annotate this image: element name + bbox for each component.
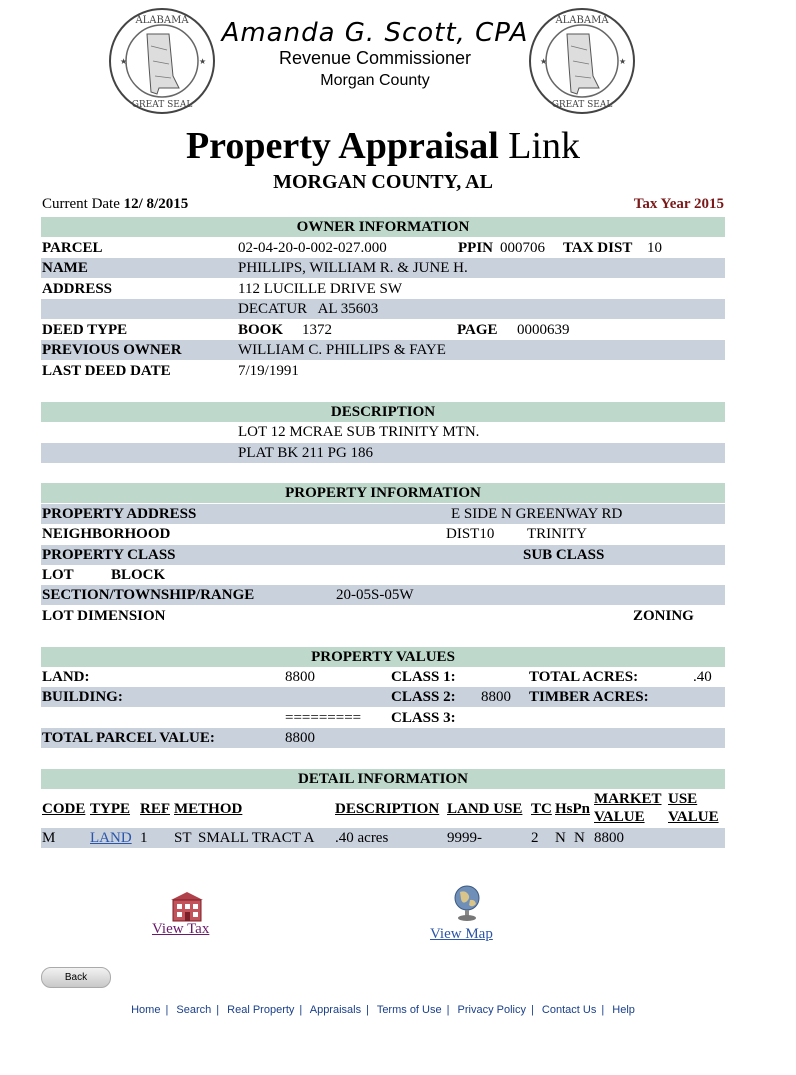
building-label: BUILDING:: [42, 689, 123, 705]
tax-dist-value: 10: [647, 240, 662, 256]
description-header: DESCRIPTION: [41, 402, 725, 422]
parcel-row: [41, 238, 725, 258]
description-row-2: [41, 443, 725, 463]
footer-nav: Home | Search | Real Property | Appraisals | Terms of Use | Privacy Policy | Contact Us | Help: [131, 1004, 635, 1016]
neighborhood-code: DIST10: [446, 526, 495, 542]
previous-owner-value: WILLIAM C. PHILLIPS & FAYE: [238, 342, 446, 358]
building-icon[interactable]: [169, 890, 205, 922]
view-tax-link[interactable]: View Tax: [152, 921, 210, 937]
total-parcel-label: TOTAL PARCEL VALUE:: [42, 730, 215, 746]
tax-year: Tax Year 2015: [633, 196, 724, 212]
page-title: Property Appraisal Link: [185, 125, 581, 167]
page-value: 0000639: [517, 322, 570, 338]
detail-type-link[interactable]: LAND: [90, 830, 132, 846]
commissioner-title: Revenue Commissioner: [278, 48, 472, 68]
address-label: ADDRESS: [42, 281, 113, 297]
last-deed-row: [41, 361, 725, 381]
total-parcel-value: 8800: [285, 730, 315, 746]
owner-name: PHILLIPS, WILLIAM R. & JUNE H.: [238, 260, 468, 276]
detail-method: ST: [174, 830, 192, 846]
str-value: 20-05S-05W: [336, 587, 414, 603]
land-label: LAND:: [42, 669, 90, 685]
commissioner-name: Amanda G. Scott, CPA: [221, 18, 529, 48]
svg-text:GREAT SEAL: GREAT SEAL: [131, 100, 193, 110]
col-ref: REF: [140, 801, 170, 817]
previous-owner-row: [41, 340, 725, 360]
detail-code: M: [42, 830, 56, 846]
building-row: [41, 687, 725, 707]
col-hspn: HsPn: [555, 801, 591, 817]
footer-real-property-link[interactable]: Real Property: [227, 1004, 295, 1016]
detail-method-desc: SMALL TRACT A: [198, 830, 315, 846]
address-line2: DECATUR AL 35603: [238, 301, 379, 317]
description-row-1: [41, 422, 725, 442]
detail-table-header: [41, 790, 725, 826]
description-line2: PLAT BK 211 PG 186: [238, 445, 374, 461]
footer-home-link[interactable]: Home: [131, 1004, 161, 1016]
ppin-value: 000706: [500, 240, 545, 256]
detail-row: [41, 828, 725, 848]
total-parcel-row: [41, 728, 725, 748]
owner-information-header: OWNER INFORMATION: [41, 217, 725, 237]
view-map-link[interactable]: View Map: [430, 926, 493, 942]
last-deed-label: LAST DEED DATE: [42, 363, 171, 379]
land-row: [41, 667, 725, 687]
block-label: BLOCK: [111, 567, 166, 583]
svg-text:★: ★: [619, 57, 627, 66]
col-land-use: LAND USE: [447, 801, 523, 817]
property-class-row: [41, 545, 725, 565]
footer-privacy-link[interactable]: Privacy Policy: [457, 1004, 526, 1016]
parcel-label: PARCEL: [42, 240, 103, 256]
neighborhood-label: NEIGHBORHOOD: [42, 526, 171, 542]
property-address-row: [41, 504, 725, 524]
svg-text:★: ★: [199, 57, 207, 66]
current-date: Current Date 12/ 8/2015: [42, 196, 189, 212]
name-label: NAME: [42, 260, 88, 276]
page-label: PAGE: [457, 322, 498, 338]
ppin-label: PPIN: [458, 240, 493, 256]
svg-text:GREAT SEAL: GREAT SEAL: [551, 100, 613, 110]
detail-pn: N: [574, 830, 585, 846]
col-use-2: VALUE: [668, 809, 719, 825]
svg-text:★: ★: [540, 57, 548, 66]
address-line1: 112 LUCILLE DRIVE SW: [238, 281, 403, 297]
footer-appraisals-link[interactable]: Appraisals: [309, 1004, 362, 1016]
detail-ref: 1: [140, 830, 148, 846]
col-market-2: VALUE: [594, 809, 645, 825]
previous-owner-label: PREVIOUS OWNER: [42, 342, 182, 358]
class2-label: CLASS 2:: [391, 689, 456, 705]
svg-text:ALABAMA: ALABAMA: [135, 15, 189, 26]
address2-row: [41, 299, 725, 319]
parcel-value: 02-04-20-0-002-027.000: [238, 240, 387, 256]
footer-terms-link[interactable]: Terms of Use: [376, 1004, 442, 1016]
property-class-label: PROPERTY CLASS: [42, 547, 176, 563]
book-value: 1372: [302, 322, 332, 338]
description-line1: LOT 12 MCRAE SUB TRINITY MTN.: [238, 424, 480, 440]
county-name: Morgan County: [320, 72, 430, 89]
detail-hs: N: [555, 830, 566, 846]
lot-dimension-row: [41, 606, 725, 626]
neighborhood-name: TRINITY: [527, 526, 587, 542]
detail-market-value: 8800: [594, 830, 624, 846]
globe-icon[interactable]: [452, 884, 482, 922]
value-separator: =========: [285, 710, 362, 726]
back-button[interactable]: Back: [41, 967, 111, 988]
svg-text:ALABAMA: ALABAMA: [555, 15, 609, 26]
col-description: DESCRIPTION: [335, 801, 440, 817]
footer-contact-link[interactable]: Contact Us: [541, 1004, 597, 1016]
property-information-header: PROPERTY INFORMATION: [41, 483, 725, 503]
col-tc: TC: [531, 801, 552, 817]
tax-dist-label: TAX DIST: [563, 240, 633, 256]
deed-type-label: DEED TYPE: [42, 322, 128, 338]
detail-description: .40 acres: [335, 830, 389, 846]
footer-help-link[interactable]: Help: [612, 1004, 635, 1016]
property-address-label: PROPERTY ADDRESS: [42, 506, 197, 522]
property-address-value: E SIDE N GREENWAY RD: [451, 506, 623, 522]
property-values-header: PROPERTY VALUES: [41, 647, 725, 667]
detail-information-header: DETAIL INFORMATION: [41, 769, 725, 789]
sub-class-label: SUB CLASS: [523, 547, 605, 563]
neighborhood-row: [41, 524, 725, 544]
address-row: [41, 279, 725, 299]
col-type: TYPE: [90, 801, 131, 817]
class3-row: [41, 708, 725, 728]
col-use-1: USE: [668, 791, 698, 807]
str-row: [41, 585, 725, 605]
land-value: 8800: [285, 669, 315, 685]
book-label: BOOK: [238, 322, 284, 338]
zoning-label: ZONING: [633, 608, 694, 624]
lot-dimension-label: LOT DIMENSION: [42, 608, 166, 624]
col-market-1: MARKET: [594, 791, 662, 807]
page-subtitle: MORGAN COUNTY, AL: [273, 171, 493, 193]
last-deed-value: 7/19/1991: [238, 363, 299, 379]
footer-search-link[interactable]: Search: [176, 1004, 212, 1016]
class2-value: 8800: [481, 689, 511, 705]
detail-land-use: 9999-: [447, 830, 482, 846]
lot-block-row: [41, 565, 725, 585]
col-method: METHOD: [174, 801, 243, 817]
lot-label: LOT: [42, 567, 74, 583]
svg-text:★: ★: [120, 57, 128, 66]
deed-type-row: [41, 320, 725, 340]
class3-label: CLASS 3:: [391, 710, 456, 726]
col-code: CODE: [42, 801, 86, 817]
timber-acres-label: TIMBER ACRES:: [529, 689, 649, 705]
total-acres-label: TOTAL ACRES:: [529, 669, 639, 685]
detail-tc: 2: [531, 830, 539, 846]
name-row: [41, 258, 725, 278]
str-label: SECTION/TOWNSHIP/RANGE: [42, 587, 255, 603]
total-acres-value: .40: [693, 669, 712, 685]
class1-label: CLASS 1:: [391, 669, 456, 685]
